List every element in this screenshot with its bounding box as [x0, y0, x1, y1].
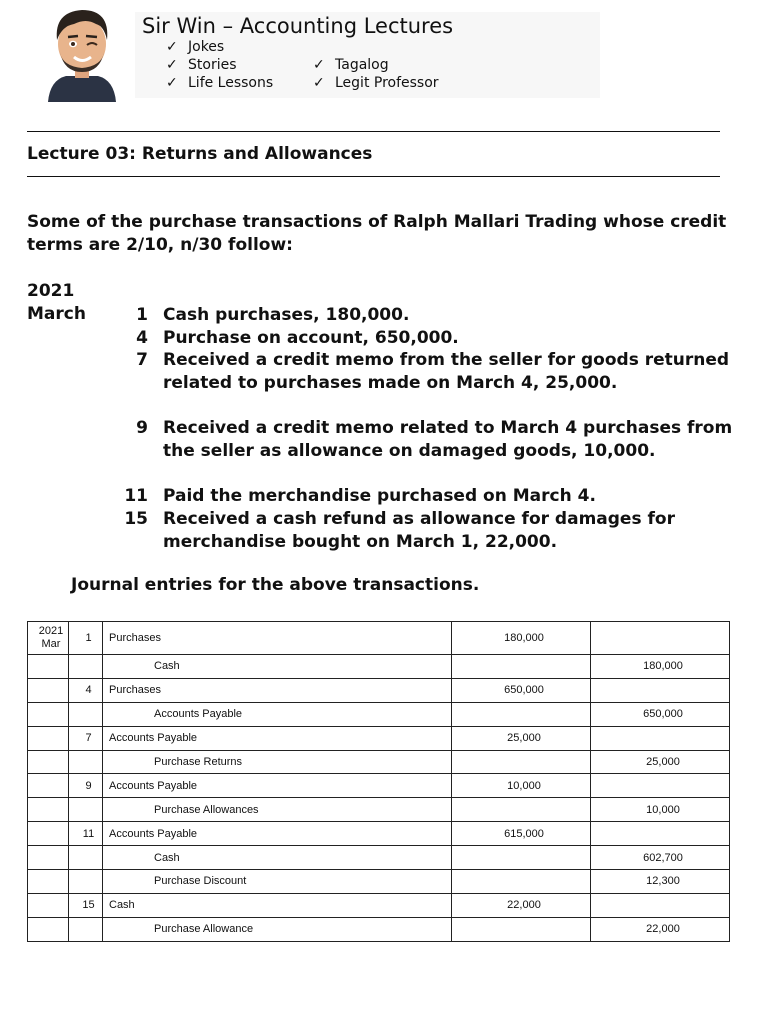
checklist-item: ✓ Life Lessons	[166, 75, 274, 91]
check-icon: ✓	[166, 39, 178, 55]
table-row	[28, 774, 730, 798]
table-row	[28, 678, 730, 702]
table-row	[28, 893, 730, 917]
debit-cell	[452, 870, 591, 894]
day-cell: 9	[69, 774, 103, 798]
date-cell	[28, 750, 69, 774]
account-cell: Purchase Discount	[103, 870, 452, 894]
credit-cell: 180,000	[591, 655, 730, 679]
day-cell	[69, 798, 103, 822]
account-cell: Purchases	[103, 678, 452, 702]
account-cell: Purchase Allowances	[103, 798, 452, 822]
date-cell	[28, 822, 69, 846]
checklist-item: ✓ Tagalog	[313, 57, 389, 73]
journal-table	[27, 621, 730, 942]
debit-cell	[452, 750, 591, 774]
credit-cell: 22,000	[591, 917, 730, 941]
table-row	[28, 750, 730, 774]
checklist-item: ✓ Legit Professor	[313, 75, 439, 91]
table-row	[28, 822, 730, 846]
table-row	[28, 917, 730, 941]
month-label: March	[27, 304, 86, 324]
credit-cell: 650,000	[591, 702, 730, 726]
divider	[27, 176, 720, 177]
account-cell: Cash	[103, 893, 452, 917]
lecture-header	[40, 0, 600, 100]
check-icon: ✓	[166, 57, 178, 73]
check-icon: ✓	[166, 75, 178, 91]
year-label: 2021	[27, 281, 75, 301]
day-cell: 1	[69, 622, 103, 655]
table-row	[28, 622, 730, 655]
divider	[27, 131, 720, 132]
account-cell: Purchase Allowance	[103, 917, 452, 941]
debit-cell: 25,000	[452, 726, 591, 750]
table-row	[28, 655, 730, 679]
table-row	[28, 870, 730, 894]
day-cell: 15	[69, 893, 103, 917]
debit-cell	[452, 702, 591, 726]
credit-cell	[591, 774, 730, 798]
date-cell	[28, 655, 69, 679]
date-cell	[28, 846, 69, 870]
day-cell	[69, 870, 103, 894]
credit-cell	[591, 893, 730, 917]
credit-cell: 25,000	[591, 750, 730, 774]
date-cell: 2021 Mar	[28, 622, 69, 655]
checklist-item: ✓ Stories	[166, 57, 237, 73]
date-cell	[28, 726, 69, 750]
date-cell	[28, 678, 69, 702]
debit-cell	[452, 798, 591, 822]
lecture-title: Lecture 03: Returns and Allowances	[27, 144, 373, 164]
credit-cell	[591, 622, 730, 655]
account-cell: Purchase Returns	[103, 750, 452, 774]
credit-cell: 602,700	[591, 846, 730, 870]
journal-body	[28, 622, 730, 942]
debit-cell	[452, 846, 591, 870]
debit-cell	[452, 917, 591, 941]
date-cell	[28, 702, 69, 726]
day-cell: 7	[69, 726, 103, 750]
table-row	[28, 798, 730, 822]
checklist-item: ✓ Jokes	[166, 39, 225, 55]
journal-heading: Journal entries for the above transactions.	[71, 575, 480, 595]
day-cell	[69, 655, 103, 679]
debit-cell: 650,000	[452, 678, 591, 702]
channel-title: Sir Win – Accounting Lectures	[142, 14, 454, 38]
credit-cell: 12,300	[591, 870, 730, 894]
account-cell: Accounts Payable	[103, 702, 452, 726]
day-cell	[69, 846, 103, 870]
debit-cell: 615,000	[452, 822, 591, 846]
debit-cell: 180,000	[452, 622, 591, 655]
table-row	[28, 702, 730, 726]
credit-cell	[591, 822, 730, 846]
avatar-icon	[44, 2, 120, 102]
account-cell: Cash	[103, 655, 452, 679]
credit-cell	[591, 726, 730, 750]
date-cell	[28, 774, 69, 798]
day-cell	[69, 917, 103, 941]
credit-cell: 10,000	[591, 798, 730, 822]
table-row	[28, 726, 730, 750]
table-row	[28, 846, 730, 870]
date-cell	[28, 870, 69, 894]
day-cell: 11	[69, 822, 103, 846]
date-cell	[28, 893, 69, 917]
debit-cell: 22,000	[452, 893, 591, 917]
account-cell: Accounts Payable	[103, 822, 452, 846]
day-cell	[69, 702, 103, 726]
account-cell: Accounts Payable	[103, 774, 452, 798]
account-cell: Accounts Payable	[103, 726, 452, 750]
day-cell	[69, 750, 103, 774]
day-cell: 4	[69, 678, 103, 702]
account-cell: Cash	[103, 846, 452, 870]
debit-cell: 10,000	[452, 774, 591, 798]
date-cell	[28, 798, 69, 822]
check-icon: ✓	[313, 57, 325, 73]
credit-cell	[591, 678, 730, 702]
account-cell: Purchases	[103, 622, 452, 655]
check-icon: ✓	[313, 75, 325, 91]
problem-intro: Some of the purchase transactions of Ralph Mallari Trading whose credit terms are 2/10, n/30 follow:	[27, 212, 727, 255]
date-cell	[28, 917, 69, 941]
debit-cell	[452, 655, 591, 679]
